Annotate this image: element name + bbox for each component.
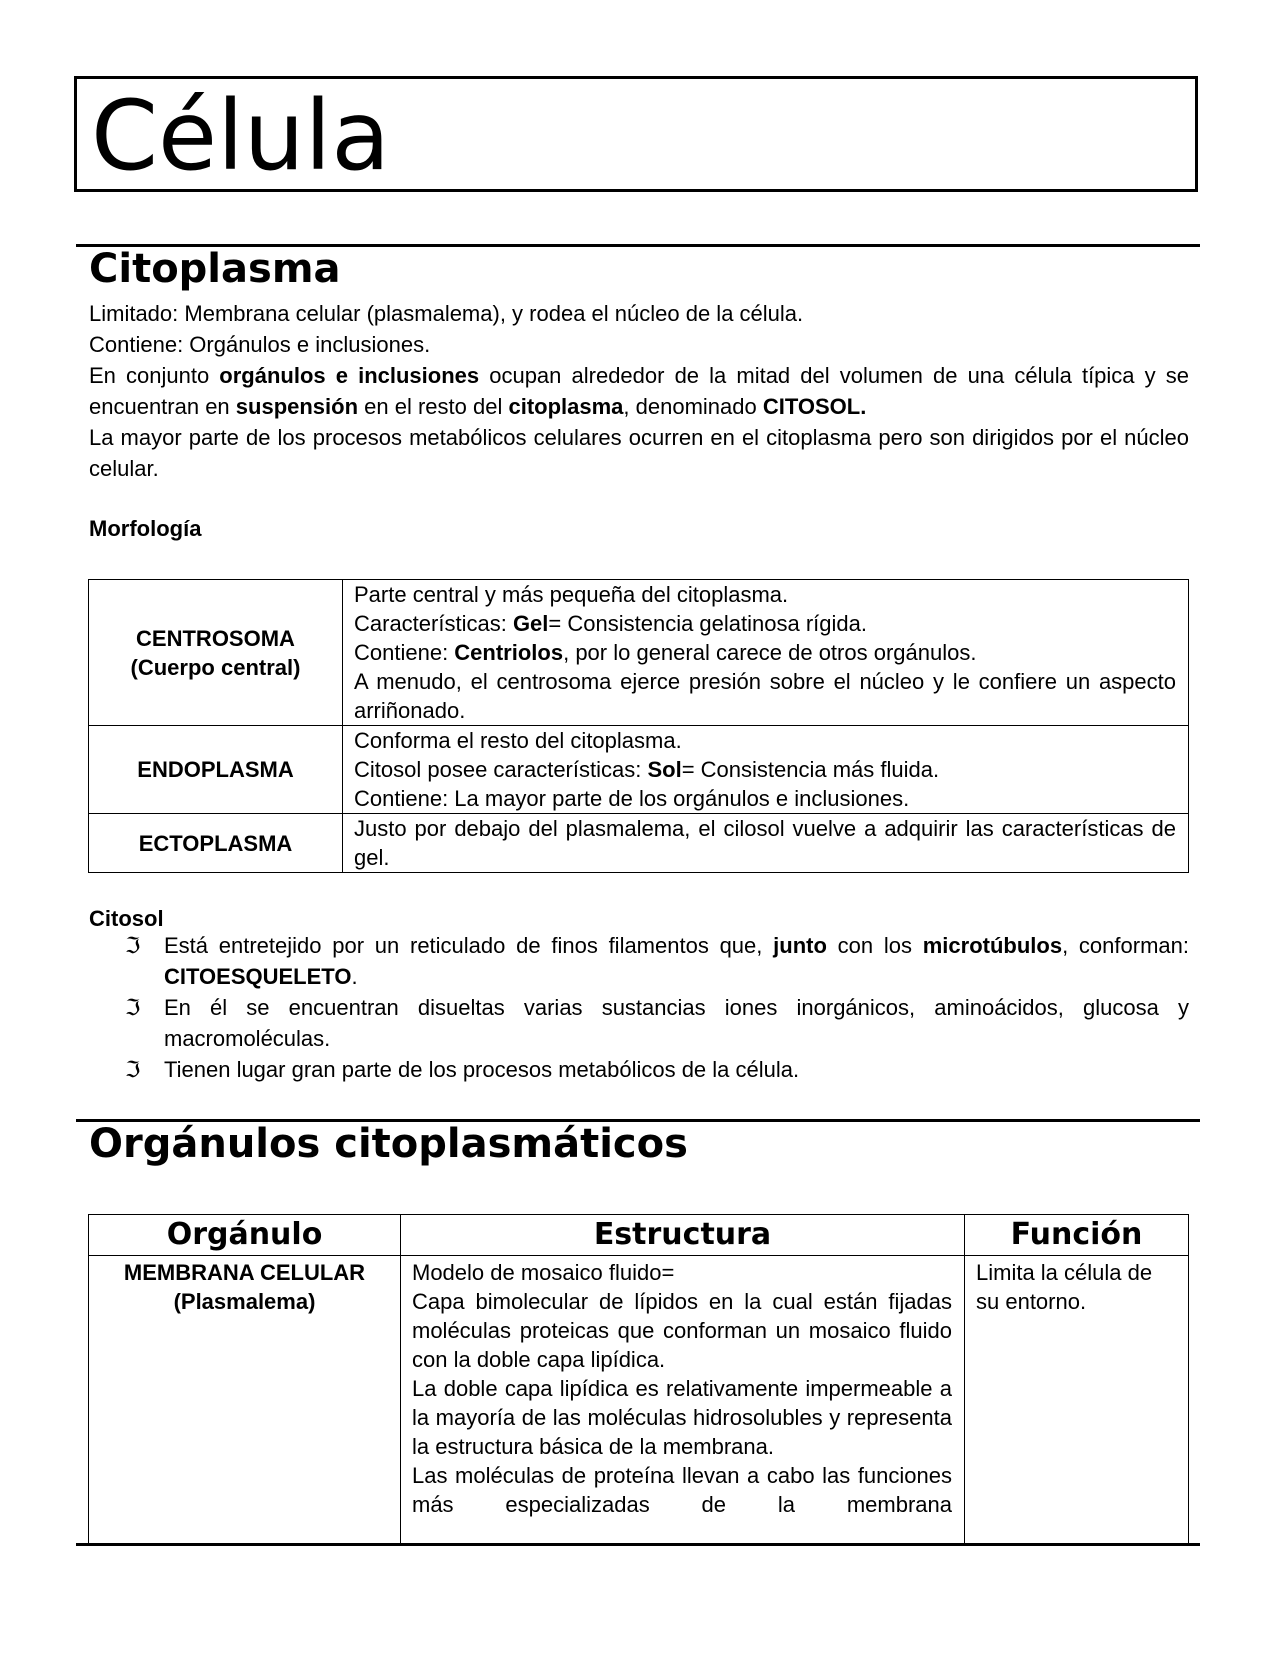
morfologia-heading: Morfología	[89, 516, 202, 541]
table-header-row	[89, 1215, 1189, 1256]
organelle-name: MEMBRANA CELULAR (Plasmalema)	[89, 1256, 401, 1546]
organulos-heading: Orgánulos citoplasmáticos	[89, 1121, 688, 1167]
title-box	[74, 76, 1198, 192]
paragraph: Limitado: Membrana celular (plasmalema), y rodea el núcleo de la célula.	[89, 301, 804, 326]
table-row	[89, 1256, 1189, 1546]
row-description: Conforma el resto del citoplasma. Citosol posee características: Sol= Consistencia más fluida. Contiene: La mayor parte de los orgánulos e inclusiones.	[343, 726, 1189, 814]
list-item: ℑ Tienen lugar gran parte de los procesos metabólicos de la célula.	[89, 1054, 1189, 1085]
bullet-icon: ℑ	[125, 995, 141, 1020]
citoplasma-text	[89, 298, 1189, 484]
row-label: ENDOPLASMA	[89, 726, 343, 814]
paragraph: En conjunto orgánulos e inclusiones ocupan alrededor de la mitad del volumen de una célula típica y se encuentran en suspensión en el resto del citoplasma, denominado CITOSOL.	[89, 363, 1189, 419]
row-label: ECTOPLASMA	[89, 814, 343, 873]
table-row	[89, 814, 1189, 873]
table-row	[89, 726, 1189, 814]
bottom-rule	[76, 1543, 1200, 1546]
paragraph: Contiene: Orgánulos e inclusiones.	[89, 332, 431, 357]
morfologia-table	[88, 579, 1189, 873]
row-description: Justo por debajo del plasmalema, el cilosol vuelve a adquirir las características de gel.	[343, 814, 1189, 873]
organelle-function: Limita la célula de su entorno.	[965, 1256, 1189, 1546]
organelle-structure: Modelo de mosaico fluido= Capa bimolecular de lípidos en la cual están fijadas moléculas proteicas que conforman un mosaico fluido con la doble capa lipídica. La doble capa lipídica es relativamente impermeable a la mayoría de las moléculas hidrosolubles y representa la estructura básica de la membrana. Las moléculas de proteína llevan a cabo las funciones más especializadas de la membrana	[401, 1256, 965, 1546]
list-item: ℑ En él se encuentran disueltas varias sustancias iones inorgánicos, aminoácidos, glucosa y macromoléculas.	[89, 992, 1189, 1054]
row-label: CENTROSOMA (Cuerpo central)	[89, 580, 343, 726]
table-row	[89, 580, 1189, 726]
citosol-list	[89, 930, 1189, 1085]
column-header: Orgánulo	[89, 1215, 401, 1256]
column-header: Función	[965, 1215, 1189, 1256]
page-title: Célula	[91, 80, 391, 192]
citosol-heading: Citosol	[89, 906, 164, 931]
bullet-icon: ℑ	[125, 933, 141, 958]
paragraph: La mayor parte de los procesos metabólicos celulares ocurren en el citoplasma pero son dirigidos por el núcleo celular.	[89, 425, 1189, 481]
list-item: ℑ Está entretejido por un reticulado de finos filamentos que, junto con los microtúbulos, conforman: CITOESQUELETO.	[89, 930, 1189, 992]
row-description: Parte central y más pequeña del citoplasma. Características: Gel= Consistencia gelatinosa rígida. Contiene: Centriolos, por lo general carece de otros orgánulos. A menudo, el centrosoma ejerce presión sobre el núcleo y le confiere un aspecto arriñonado.	[343, 580, 1189, 726]
column-header: Estructura	[401, 1215, 965, 1256]
citoplasma-heading: Citoplasma	[89, 246, 341, 292]
organulos-table	[88, 1214, 1189, 1546]
bullet-icon: ℑ	[125, 1057, 141, 1082]
